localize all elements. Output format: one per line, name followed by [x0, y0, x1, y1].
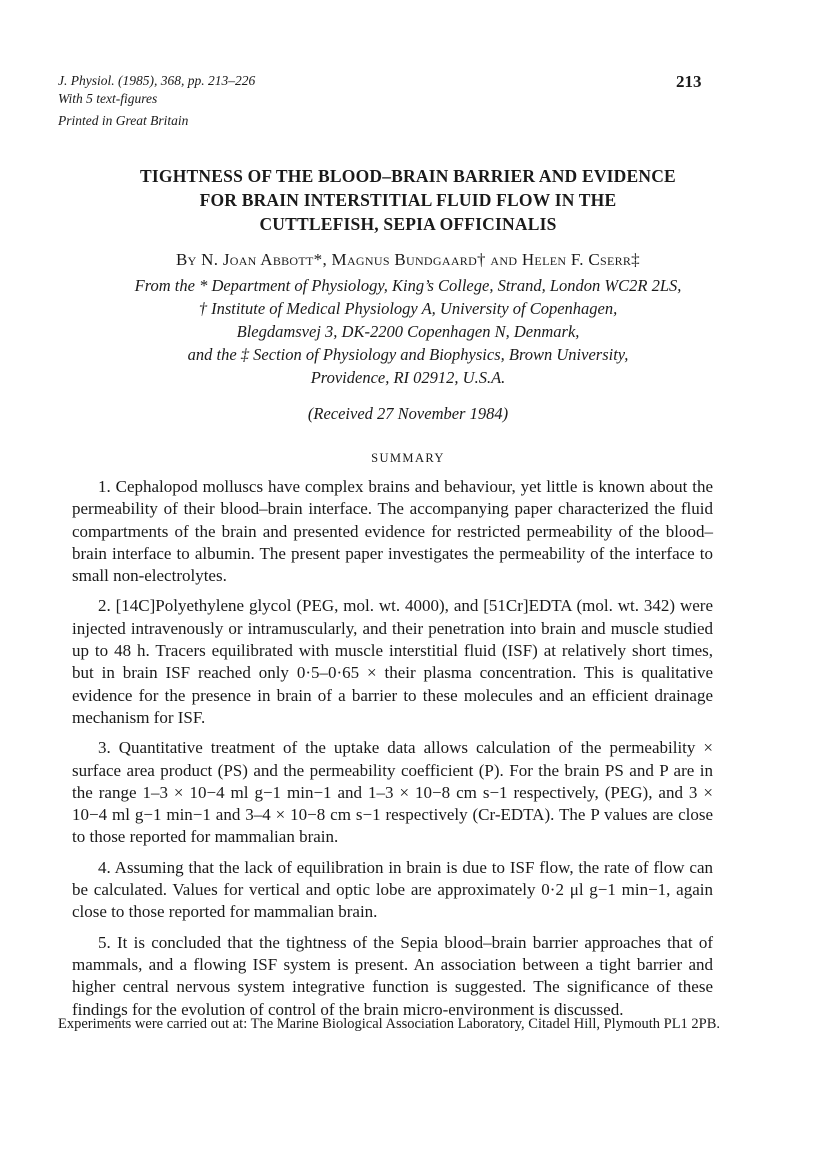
- summary-paragraph: 5. It is concluded that the tightness of the Sepia blood–brain barrier approaches that of mammals, and a flowing ISF system is present. An association between a tight barrier and higher central nervous system integrative function is suggested. The significance of these findings for the evolution of control of the brain micro-environment is discussed.: [72, 932, 713, 1019]
- summary-paragraph: 4. Assuming that the lack of equilibration in brain is due to ISF flow, the rate of flow can be calculated. Values for vertical and optic lobe are approximately 0·2 μl g−1 min−1, again close to those reported for mammalian brain.: [72, 857, 713, 922]
- affiliation-line: and the ‡ Section of Physiology and Biophysics, Brown University,: [187, 345, 629, 364]
- printed-note: Printed in Great Britain: [58, 113, 189, 128]
- summary-body: [72, 476, 713, 1029]
- figure-count: With 5 text-figures: [58, 91, 158, 106]
- title-line-2: FOR BRAIN INTERSTITIAL FLUID FLOW IN THE: [199, 190, 617, 210]
- title-line-3: CUTTLEFISH, SEPIA OFFICINALIS: [259, 214, 557, 234]
- received-date: (Received 27 November 1984): [307, 404, 509, 423]
- summary-paragraph: 2. [14C]Polyethylene glycol (PEG, mol. wt. 4000), and [51Cr]EDTA (mol. wt. 342) were injected intravenously or intramuscularly, and their penetration into brain and muscle studied up to 48 h. Tracers equilibrated with muscle interstitial fluid (ISF) at relatively short times, but in brain ISF reached only 0·5–0·65 × their plasma concentration. This is qualitative evidence for the presence in brain of a barrier to these molecules and an efficient drainage mechanism for ISF.: [72, 596, 713, 727]
- affiliation-line: From the * Department of Physiology, King’s College, Strand, London WC2R 2LS,: [134, 276, 682, 295]
- footnote: Experiments were carried out at: The Marine Biological Association Laboratory, Citadel Hill, Plymouth PL1 2PB.: [58, 1016, 721, 1032]
- summary-paragraph: 3. Quantitative treatment of the uptake data allows calculation of the permeability × surface area product (PS) and the permeability coefficient (P). For the brain PS and P are in the range 1–3 × 10−4 ml g−1 min−1 and 1–3 × 10−8 cm s−1 respectively, (PEG), and 3 × 10−4 ml g−1 min−1 and 3–4 × 10−8 cm s−1 respectively (Cr-EDTA). The P values are close to those reported for mammalian brain.: [72, 738, 713, 847]
- summary-heading: SUMMARY: [371, 451, 445, 465]
- summary-paragraph: 1. Cephalopod molluscs have complex brains and behaviour, yet little is known about the permeability of their blood–brain interface. The accompanying paper characterized the fluid compartments of the brain and presented evidence for restricted permeability of the blood–brain interface to albumin. The present paper investigates the permeability of the interface to small non-electrolytes.: [72, 477, 713, 586]
- title-line-1: TIGHTNESS OF THE BLOOD–BRAIN BARRIER AND EVIDENCE: [140, 166, 676, 186]
- affiliation-line: Providence, RI 02912, U.S.A.: [310, 368, 506, 387]
- page-number: 213: [676, 72, 702, 91]
- journal-citation: J. Physiol. (1985), 368, pp. 213–226: [58, 73, 256, 88]
- author-line: By N. Joan Abbott*, Magnus Bundgaard† and Helen F. Cserr‡: [175, 250, 640, 269]
- affiliation-line: Blegdamsvej 3, DK-2200 Copenhagen N, Denmark,: [236, 322, 580, 341]
- affiliation-line: † Institute of Medical Physiology A, University of Copenhagen,: [198, 299, 618, 318]
